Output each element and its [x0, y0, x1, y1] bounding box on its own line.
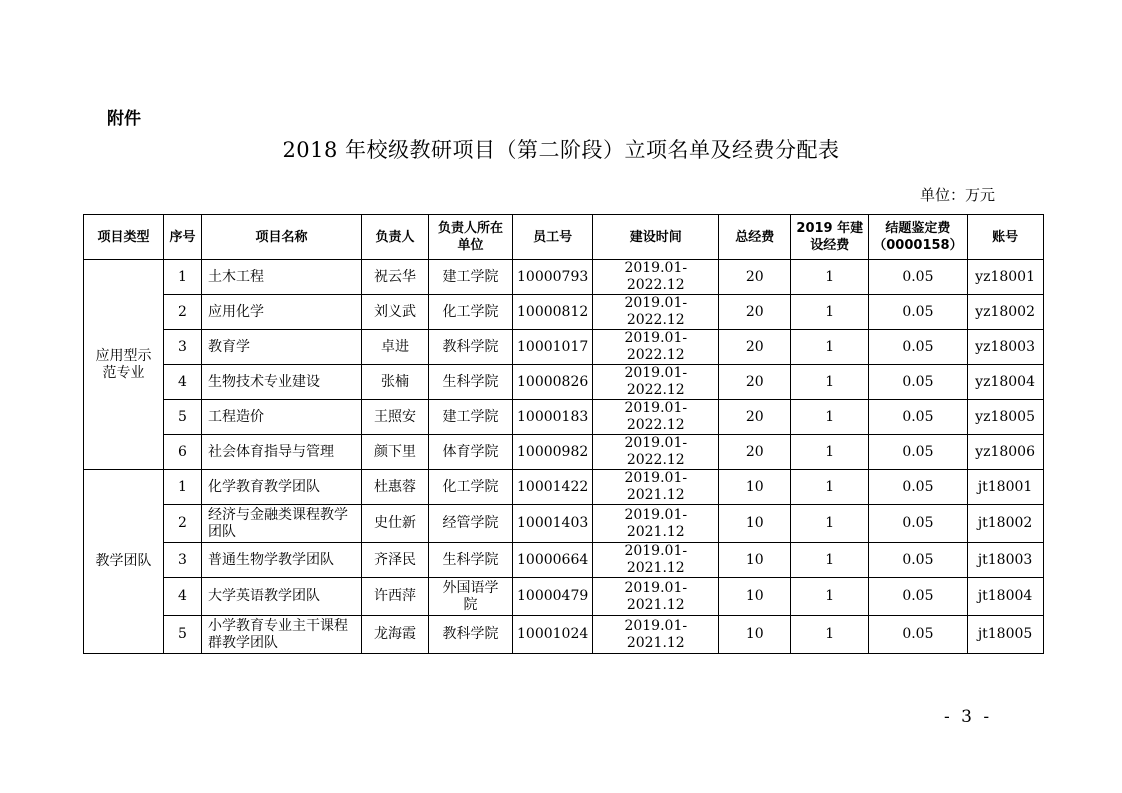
- table-row: [84, 578, 1044, 616]
- leader-cell: 祝云华: [362, 260, 429, 295]
- department-cell: 建工学院: [429, 260, 513, 295]
- period-cell: 2019.01-2022.12: [593, 400, 719, 435]
- project-name-cell: 应用化学: [202, 295, 362, 330]
- account-number-cell: yz18006: [967, 435, 1043, 470]
- header-no: 序号: [164, 215, 202, 260]
- row-no-cell: 3: [164, 543, 202, 578]
- project-type-cell: 应用型示范专业: [84, 260, 164, 470]
- row-no-cell: 6: [164, 435, 202, 470]
- total-funding-cell: 20: [719, 295, 791, 330]
- period-cell: 2019.01-2021.12: [593, 505, 719, 543]
- header-leader: 负责人: [362, 215, 429, 260]
- department-cell: 生科学院: [429, 365, 513, 400]
- header-account: 账号: [967, 215, 1043, 260]
- total-funding-cell: 20: [719, 435, 791, 470]
- row-no-cell: 1: [164, 470, 202, 505]
- row-no-cell: 5: [164, 616, 202, 654]
- funding-2019-cell: 1: [791, 616, 869, 654]
- review-fee-cell: 0.05: [869, 330, 967, 365]
- employee-id-cell: 10000793: [513, 260, 593, 295]
- leader-cell: 史仕新: [362, 505, 429, 543]
- table-row: [84, 616, 1044, 654]
- department-cell: 经管学院: [429, 505, 513, 543]
- account-number-cell: yz18003: [967, 330, 1043, 365]
- review-fee-cell: 0.05: [869, 578, 967, 616]
- project-name-cell: 生物技术专业建设: [202, 365, 362, 400]
- review-fee-cell: 0.05: [869, 470, 967, 505]
- header-total: 总经费: [719, 215, 791, 260]
- project-type-cell: 教学团队: [84, 470, 164, 654]
- account-number-cell: jt18002: [967, 505, 1043, 543]
- funding-2019-cell: 1: [791, 330, 869, 365]
- account-number-cell: jt18004: [967, 578, 1043, 616]
- project-name-cell: 普通生物学教学团队: [202, 543, 362, 578]
- employee-id-cell: 10001024: [513, 616, 593, 654]
- total-funding-cell: 20: [719, 260, 791, 295]
- row-no-cell: 4: [164, 365, 202, 400]
- funding-2019-cell: 1: [791, 365, 869, 400]
- department-cell: 外国语学院: [429, 578, 513, 616]
- page-title: 2018 年校级教研项目（第二阶段）立项名单及经费分配表: [282, 138, 840, 162]
- account-number-cell: jt18003: [967, 543, 1043, 578]
- table-row: [84, 435, 1044, 470]
- review-fee-cell: 0.05: [869, 295, 967, 330]
- account-number-cell: jt18001: [967, 470, 1043, 505]
- header-dept: 负责人所在单位: [429, 215, 513, 260]
- table-row: [84, 330, 1044, 365]
- leader-cell: 王照安: [362, 400, 429, 435]
- funding-2019-cell: 1: [791, 543, 869, 578]
- header-name: 项目名称: [202, 215, 362, 260]
- row-no-cell: 5: [164, 400, 202, 435]
- row-no-cell: 1: [164, 260, 202, 295]
- period-cell: 2019.01-2022.12: [593, 260, 719, 295]
- employee-id-cell: 10001422: [513, 470, 593, 505]
- employee-id-cell: 10000183: [513, 400, 593, 435]
- header-type: 项目类型: [84, 215, 164, 260]
- department-cell: 化工学院: [429, 470, 513, 505]
- total-funding-cell: 10: [719, 470, 791, 505]
- period-cell: 2019.01-2021.12: [593, 543, 719, 578]
- total-funding-cell: 10: [719, 543, 791, 578]
- department-cell: 教科学院: [429, 330, 513, 365]
- row-no-cell: 3: [164, 330, 202, 365]
- table-row: [84, 400, 1044, 435]
- employee-id-cell: 10000479: [513, 578, 593, 616]
- period-cell: 2019.01-2021.12: [593, 578, 719, 616]
- project-name-cell: 社会体育指导与管理: [202, 435, 362, 470]
- table-row: [84, 470, 1044, 505]
- table-row: [84, 543, 1044, 578]
- total-funding-cell: 20: [719, 330, 791, 365]
- header-period: 建设时间: [593, 215, 719, 260]
- funding-2019-cell: 1: [791, 470, 869, 505]
- project-name-cell: 教育学: [202, 330, 362, 365]
- leader-cell: 颜下里: [362, 435, 429, 470]
- account-number-cell: yz18002: [967, 295, 1043, 330]
- funding-2019-cell: 1: [791, 400, 869, 435]
- total-funding-cell: 10: [719, 578, 791, 616]
- project-table: [83, 214, 1044, 654]
- employee-id-cell: 10000812: [513, 295, 593, 330]
- employee-id-cell: 10000664: [513, 543, 593, 578]
- header-review: 结题鉴定费（0000158）: [869, 215, 967, 260]
- employee-id-cell: 10000826: [513, 365, 593, 400]
- project-name-cell: 化学教育教学团队: [202, 470, 362, 505]
- period-cell: 2019.01-2022.12: [593, 365, 719, 400]
- account-number-cell: yz18004: [967, 365, 1043, 400]
- review-fee-cell: 0.05: [869, 543, 967, 578]
- total-funding-cell: 10: [719, 505, 791, 543]
- leader-cell: 张楠: [362, 365, 429, 400]
- leader-cell: 卓进: [362, 330, 429, 365]
- review-fee-cell: 0.05: [869, 505, 967, 543]
- table-row: [84, 295, 1044, 330]
- department-cell: 化工学院: [429, 295, 513, 330]
- header-fund2019: 2019 年建设经费: [791, 215, 869, 260]
- page-number: - 3 -: [944, 707, 993, 727]
- account-number-cell: jt18005: [967, 616, 1043, 654]
- table-header-row: [84, 215, 1044, 260]
- total-funding-cell: 10: [719, 616, 791, 654]
- project-name-cell: 土木工程: [202, 260, 362, 295]
- employee-id-cell: 10001017: [513, 330, 593, 365]
- leader-cell: 杜惠蓉: [362, 470, 429, 505]
- project-name-cell: 小学教育专业主干课程群教学团队: [202, 616, 362, 654]
- total-funding-cell: 20: [719, 400, 791, 435]
- employee-id-cell: 10001403: [513, 505, 593, 543]
- period-cell: 2019.01-2021.12: [593, 470, 719, 505]
- funding-2019-cell: 1: [791, 578, 869, 616]
- funding-2019-cell: 1: [791, 435, 869, 470]
- review-fee-cell: 0.05: [869, 400, 967, 435]
- leader-cell: 刘义武: [362, 295, 429, 330]
- period-cell: 2019.01-2022.12: [593, 435, 719, 470]
- review-fee-cell: 0.05: [869, 616, 967, 654]
- review-fee-cell: 0.05: [869, 435, 967, 470]
- leader-cell: 龙海霞: [362, 616, 429, 654]
- row-no-cell: 2: [164, 505, 202, 543]
- department-cell: 体育学院: [429, 435, 513, 470]
- funding-2019-cell: 1: [791, 505, 869, 543]
- department-cell: 生科学院: [429, 543, 513, 578]
- employee-id-cell: 10000982: [513, 435, 593, 470]
- attachment-label: 附件: [107, 109, 141, 129]
- department-cell: 建工学院: [429, 400, 513, 435]
- review-fee-cell: 0.05: [869, 260, 967, 295]
- table-row: [84, 505, 1044, 543]
- row-no-cell: 2: [164, 295, 202, 330]
- table-row: [84, 365, 1044, 400]
- funding-2019-cell: 1: [791, 295, 869, 330]
- table-row: [84, 260, 1044, 295]
- account-number-cell: yz18005: [967, 400, 1043, 435]
- leader-cell: 齐泽民: [362, 543, 429, 578]
- account-number-cell: yz18001: [967, 260, 1043, 295]
- leader-cell: 许西萍: [362, 578, 429, 616]
- project-name-cell: 经济与金融类课程教学团队: [202, 505, 362, 543]
- row-no-cell: 4: [164, 578, 202, 616]
- period-cell: 2019.01-2022.12: [593, 295, 719, 330]
- department-cell: 教科学院: [429, 616, 513, 654]
- header-emp: 员工号: [513, 215, 593, 260]
- project-name-cell: 工程造价: [202, 400, 362, 435]
- period-cell: 2019.01-2022.12: [593, 330, 719, 365]
- funding-2019-cell: 1: [791, 260, 869, 295]
- period-cell: 2019.01-2021.12: [593, 616, 719, 654]
- total-funding-cell: 20: [719, 365, 791, 400]
- unit-label: 单位：万元: [920, 186, 996, 204]
- review-fee-cell: 0.05: [869, 365, 967, 400]
- project-name-cell: 大学英语教学团队: [202, 578, 362, 616]
